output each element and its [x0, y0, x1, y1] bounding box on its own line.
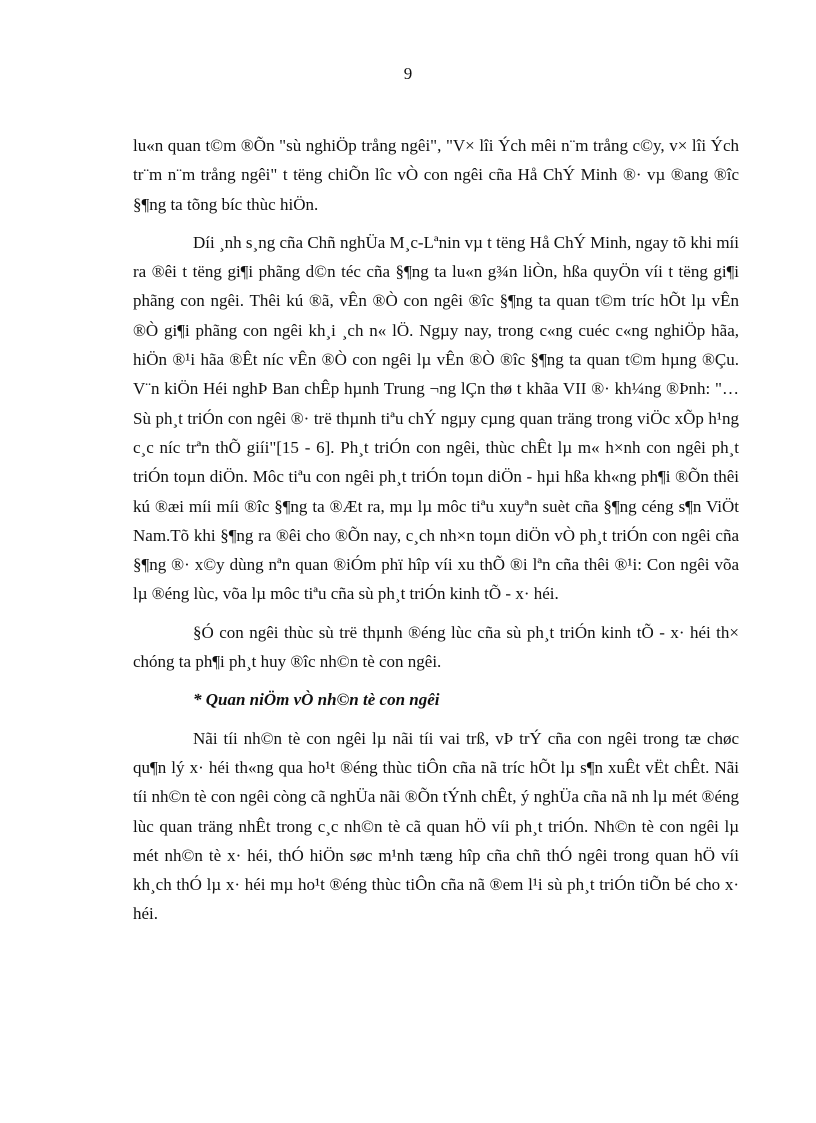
- body-paragraph-3: §Ó con ngêi thùc sù trë thµnh ®éng lùc cña sù ph¸t triÓn kinh tÕ - x· héi th× chóng ta ph¶i ph¸t huy ®îc nh©n tè con ngêi.: [133, 622, 739, 672]
- document-body: [133, 131, 739, 938]
- body-paragraph-4: Nãi tíi nh©n tè con ngêi lµ nãi tíi vai trß, vÞ trÝ cña con ngêi trong tæ chøc qu¶n lý x· héi th«ng qua ho¹t ®éng thùc tiÔn cña nã tríc hÕt lµ s¶n xuÊt vËt chÊt. Nãi tíi nh©n tè con ngêi còng cã nghÜa nãi ®Õn tÝnh chÊt, ý nghÜa cña nã nh lµ mét ®éng lùc quan träng nhÊt trong c¸c nh©n tè cã quan hÖ víi ph¸t triÓn. Nh©n tè con ngêi lµ mét nh©n tè x· héi, thÓ hiÖn søc m¹nh tæng hîp cña chñ thÓ ngêi trong quan hÖ víi kh¸ch thÓ lµ x· héi mµ ho¹t ®éng thùc tiÔn cña nã ®em l¹i sù ph¸t triÓn tiÕn bé cho x· héi.: [133, 728, 739, 924]
- body-paragraph-1: lu«n quan t©m ®Õn "sù nghiÖp trång ngêi", "V× lîi Ých mêi n¨m trång c©y, v× lîi Ých tr¨m n¨m trång ngêi" t tëng chiÕn lîc vÒ con ngêi cña Hå ChÝ Minh ®· vµ ®ang ®îc §¶ng ta tõng bíc thùc hiÖn.: [133, 136, 739, 214]
- page-number: 9: [403, 64, 413, 83]
- body-paragraph-2: Díi ¸nh s¸ng cña Chñ nghÜa M¸c-Lªnin vµ t tëng Hå ChÝ Minh, ngay tõ khi míi ra ®êi t tëng gi¶i phãng d©n téc cña §¶ng ta lu«n g¾n liÒn, hßa quyÖn víi t tëng gi¶i phãng con ngêi. Thêi kú ®ã, vÊn ®Ò con ngêi ®îc §¶ng ta quan t©m tríc hÕt lµ vÊn ®Ò gi¶i phãng con ngêi kh¸i ¸ch n« lÖ. Ngµy nay, trong c«ng cuéc c«ng nghiÖp hãa, hiÖn ®¹i hãa ®Êt níc vÊn ®Ò con ngêi lµ vÊn ®Ò ®îc §¶ng ta quan t©m hµng ®Çu. V¨n kiÖn Héi nghÞ Ban chÊp hµnh Trung ¬ng lÇn thø t khãa VII ®· kh¼ng ®Þnh: "…Sù ph¸t triÓn con ngêi ®· trë thµnh tiªu chÝ ngµy cµng quan träng trong viÖc xÕp h¹ng c¸c níc trªn thÕ giíi"[15 - 6]. Ph¸t triÓn con ngêi, thùc chÊt lµ m« h×nh con ngêi ph¸t triÓn toµn diÖn. Môc tiªu con ngêi ph¸t triÓn toµn diÖn - hµi hßa kh«ng ph¶i ®Õn thêi kú ®æi míi míi ®îc §¶ng ta ®Æt ra, mµ lµ môc tiªu xuyªn suèt cña §¶ng céng s¶n ViÖt Nam.Tõ khi §¶ng ra ®êi cho ®Õn nay, c¸ch nh×n toµn diÖn vÒ ph¸t triÓn con ngêi cña §¶ng ®· x©y dùng nªn quan ®iÓm phï hîp víi xu thÕ ®i lªn cña thêi ®¹i: Con ngêi võa lµ ®éng lùc, võa lµ môc tiªu cña sù ph¸t triÓn kinh tÕ - x· héi.: [133, 232, 739, 604]
- section-heading: * Quan niÖm vÒ nh©n tè con ngêi: [193, 690, 440, 710]
